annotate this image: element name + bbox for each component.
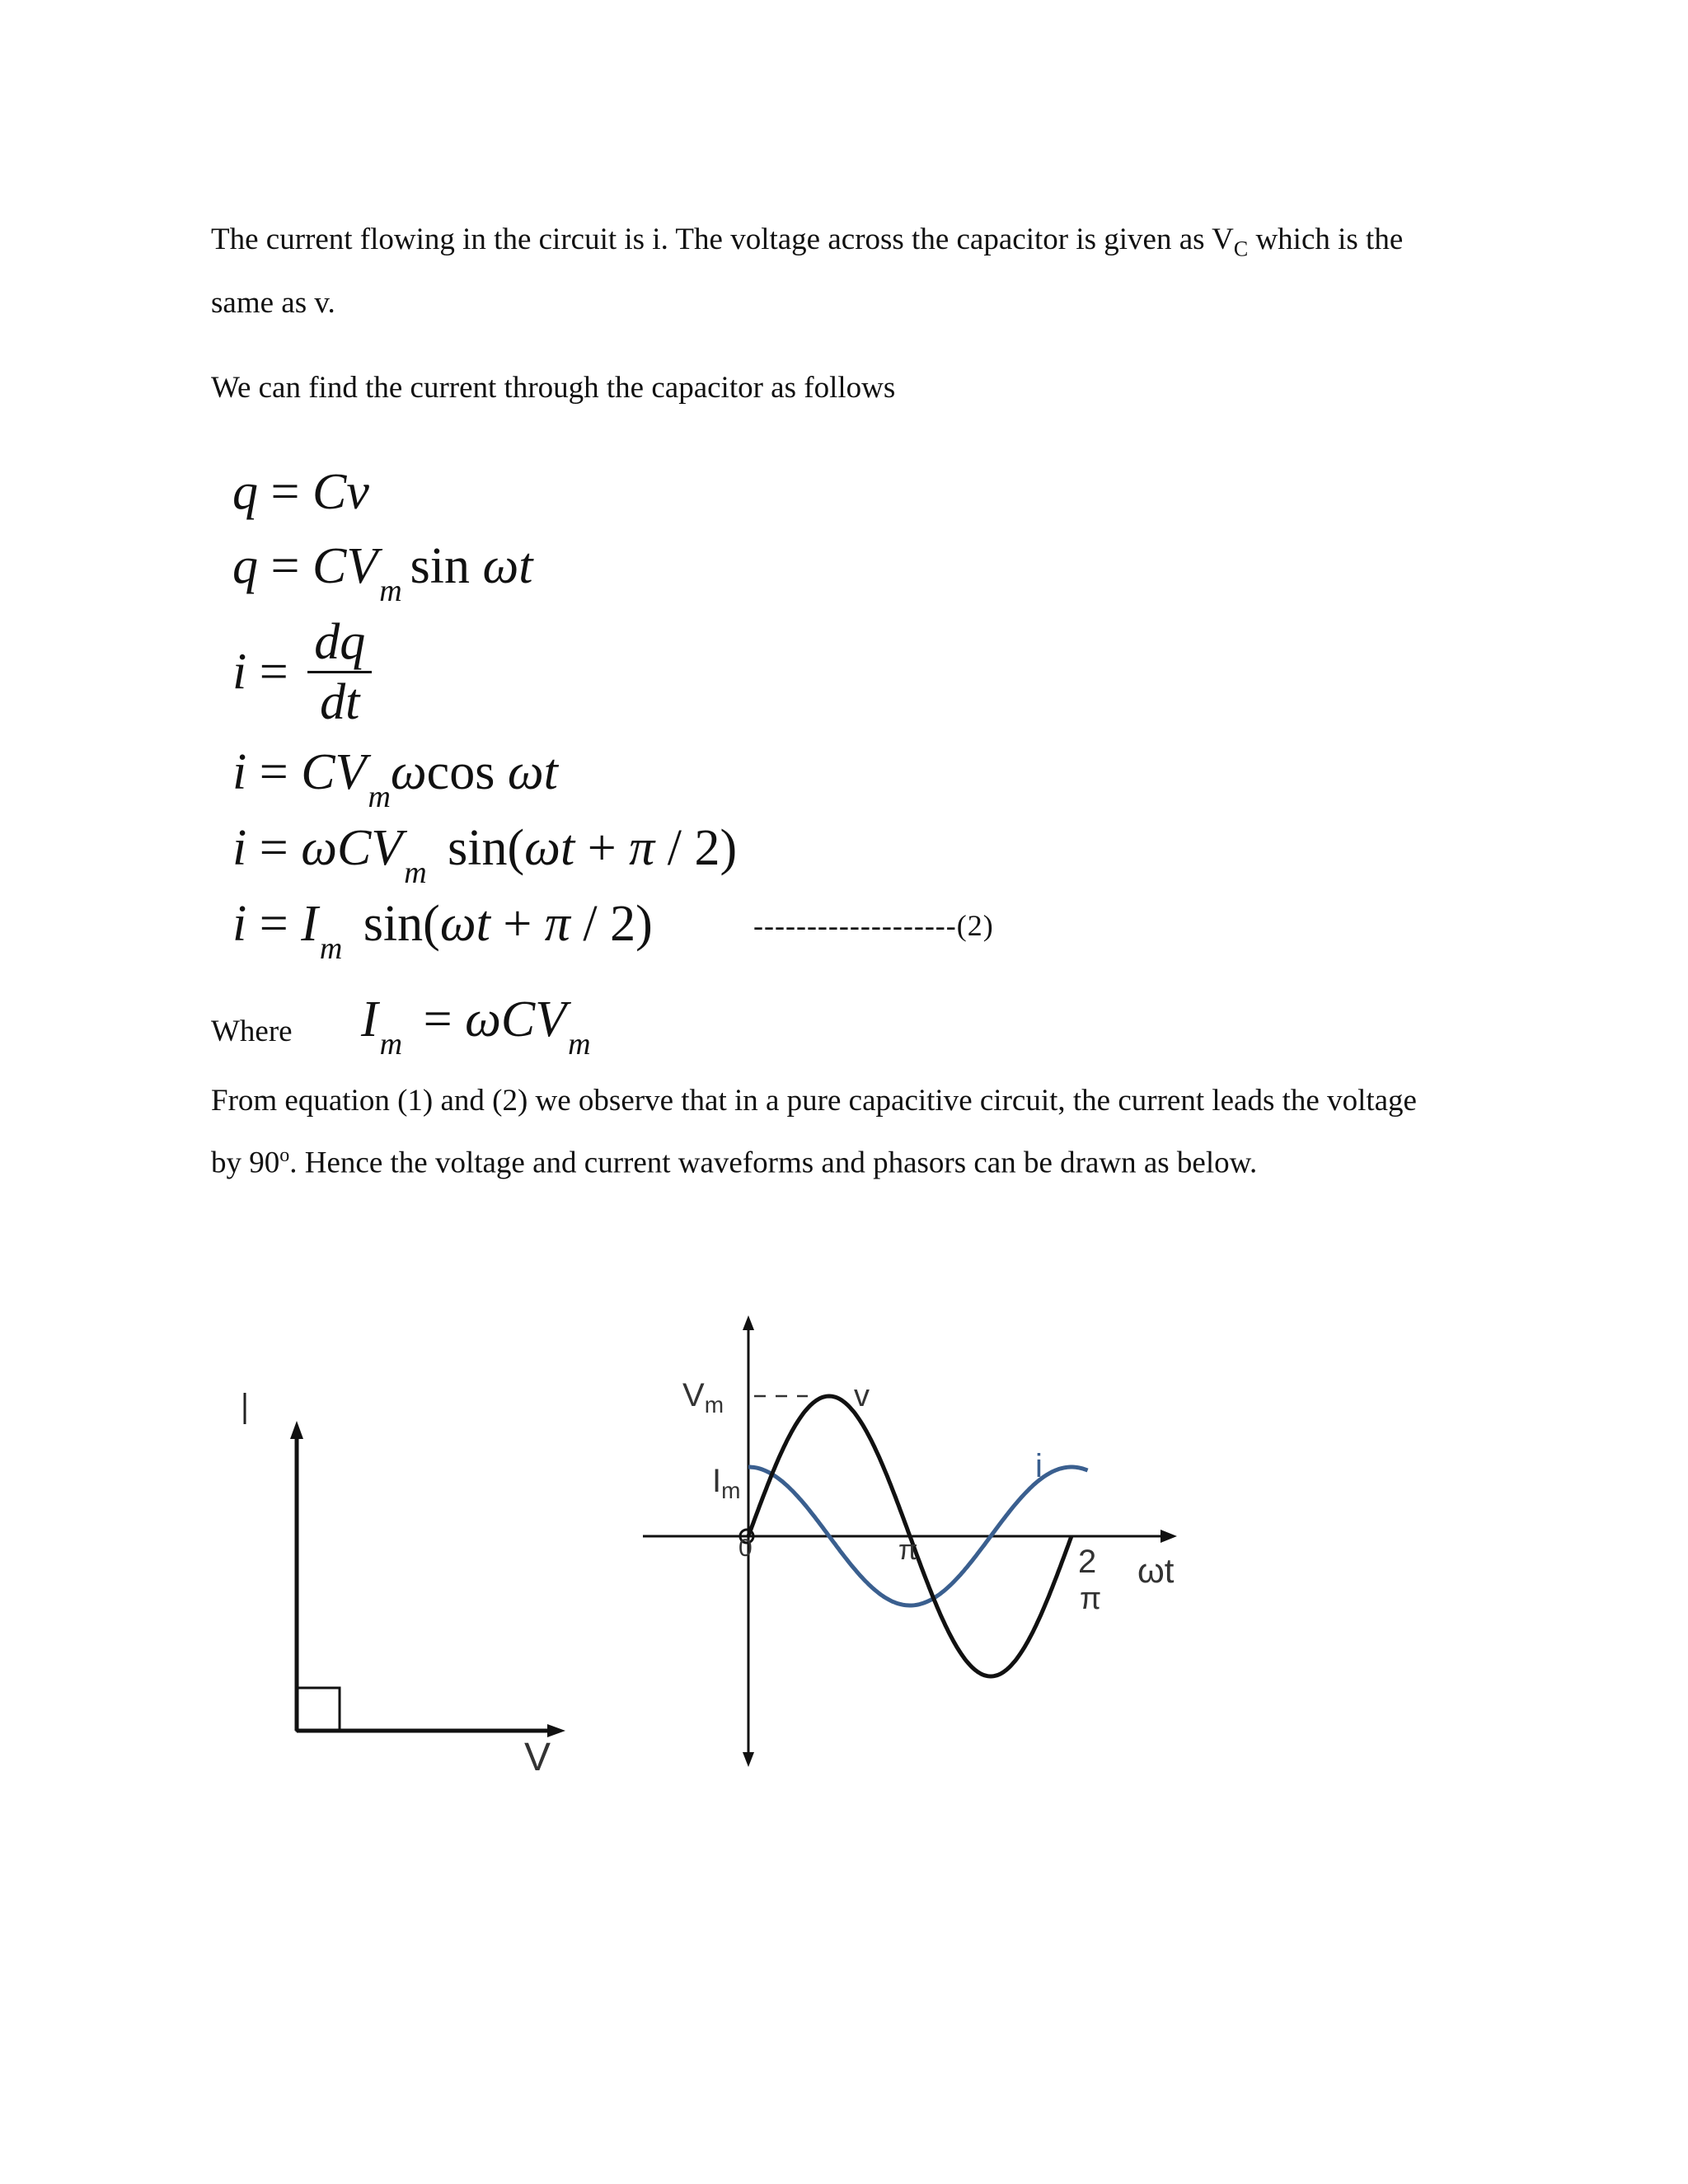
- phasor-diagram: [198, 1368, 610, 1780]
- conclusion-line-1: From equation (1) and (2) we observe that in a pure capacitive circuit, the current leads the voltage: [211, 1084, 1417, 1118]
- two-pi-label: π: [1080, 1582, 1102, 1616]
- intro-line-1: The current flowing in the circuit is i. The voltage across the capacitor is given as $V_C$ which is the: [211, 223, 1404, 261]
- voltage-phasor-label: V: [523, 1736, 551, 1779]
- current-phasor-arrowhead: [290, 1421, 303, 1439]
- pi-label: π: [898, 1535, 918, 1566]
- origin-label: 0: [738, 1535, 753, 1562]
- vm-label: $V_m$: [682, 1377, 724, 1418]
- where-label: Where: [211, 1015, 293, 1048]
- two-label: 2: [1078, 1544, 1097, 1580]
- vertical-axis-arrow-down: [743, 1752, 754, 1767]
- horizontal-axis-arrow: [1160, 1530, 1177, 1543]
- current-phasor-label: I: [243, 1421, 244, 1422]
- axis-label-wt: ωt: [1137, 1551, 1175, 1590]
- intro-line-2: same as v.: [211, 286, 335, 321]
- waveform-diagram: [643, 1310, 1220, 1772]
- voltage-curve-label: v: [854, 1379, 870, 1413]
- fraction-dq-dt: $\frac{dq}{dt}$: [307, 616, 372, 728]
- conclusion-paragraph: [211, 1074, 1480, 1190]
- conclusion-line-2: by 90$^o$. Hence the voltage and current waveforms and phasors can be drawn as below.: [211, 1145, 1258, 1180]
- equation-i-cvm-cos: $i = CV_m\omega\cos$ ωt: [232, 744, 558, 814]
- vertical-axis-arrow-up: [743, 1315, 754, 1330]
- lead-text: We can find the current through the capacitor as follows: [211, 371, 896, 405]
- equation-i-dq-dt: i = $\frac{dq}{dt}$: [232, 616, 372, 728]
- equation-q-cv: q = Cv: [232, 464, 369, 520]
- im-label: $I_m$: [712, 1463, 741, 1503]
- equation-im-wcvm: $I_m = \omega CV_m$: [361, 991, 591, 1062]
- equation-q-cvm-sin: $q = CV_m$ sin ωt: [232, 538, 533, 608]
- equation-i-wcvm-sin: i = ωCV$_m$ sin(ωt + π / 2): [232, 820, 738, 890]
- equation-i-im-sin: $i = I_m$ sin(ωt + π / 2): [232, 896, 653, 966]
- equation-reference-2: -------------------(2): [753, 909, 994, 942]
- intro-paragraph: [211, 213, 1480, 330]
- right-angle-marker: [297, 1688, 340, 1731]
- current-curve-label: i: [1035, 1448, 1043, 1484]
